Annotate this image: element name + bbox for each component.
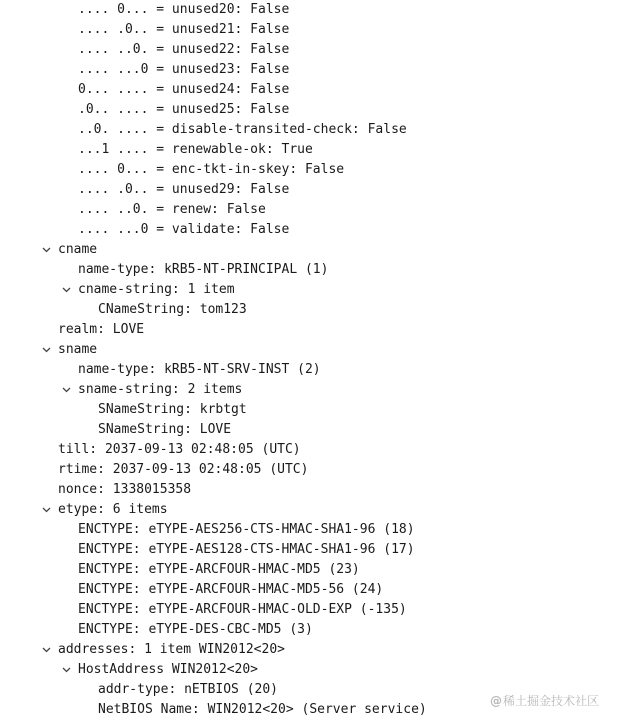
flag-renewable-ok-label: ...1 .... = renewable-ok: True: [78, 142, 313, 157]
flag-unused22-label: .... ..0. = unused22: False: [78, 42, 290, 57]
tree-row-flag-unused29[interactable]: [0, 180, 617, 200]
tree-row-node-cname-string[interactable]: [0, 280, 617, 300]
tree-row-flag-unused24[interactable]: [0, 80, 617, 100]
tree-row-field-enctype-5[interactable]: [0, 600, 617, 620]
node-addresses-label: addresses: 1 item WIN2012<20>: [58, 642, 285, 657]
tree-row-flag-disable-transited-check[interactable]: [0, 120, 617, 140]
tree-row-flag-unused21[interactable]: [0, 20, 617, 40]
field-addr-type-label: addr-type: nETBIOS (20): [98, 682, 279, 697]
tree-row-flag-enc-tkt-in-skey[interactable]: [0, 160, 617, 180]
tree-row-field-till[interactable]: [0, 440, 617, 460]
field-enctype-4-label: ENCTYPE: eTYPE-ARCFOUR-HMAC-MD5-56 (24): [78, 582, 384, 597]
node-sname-string-label: sname-string: 2 items: [78, 382, 243, 397]
flag-unused24-label: 0... .... = unused24: False: [78, 82, 290, 97]
tree-row-node-hostaddress[interactable]: [0, 660, 617, 680]
tree-row-field-sname-name-type[interactable]: [0, 360, 617, 380]
chevron-down-icon[interactable]: [40, 640, 54, 660]
field-rtime-label: rtime: 2037-09-13 02:48:05 (UTC): [58, 462, 309, 477]
tree-row-node-addresses[interactable]: [0, 640, 617, 660]
watermark-text: 稀土掘金技术社区: [502, 694, 599, 708]
tree-row-field-enctype-3[interactable]: [0, 560, 617, 580]
chevron-down-icon[interactable]: [60, 280, 74, 300]
field-enctype-6-label: ENCTYPE: eTYPE-DES-CBC-MD5 (3): [78, 622, 313, 637]
tree-row-node-etype[interactable]: [0, 500, 617, 520]
tree-row-node-cname[interactable]: [0, 240, 617, 260]
tree-row-field-cname-name-type[interactable]: [0, 260, 617, 280]
tree-row-field-cnamestring[interactable]: [0, 300, 617, 320]
field-enctype-3-label: ENCTYPE: eTYPE-ARCFOUR-HMAC-MD5 (23): [78, 562, 360, 577]
tree-row-field-nonce[interactable]: [0, 480, 617, 500]
tree-row-field-rtime[interactable]: [0, 460, 617, 480]
field-realm-label: realm: LOVE: [58, 322, 145, 337]
field-nonce-label: nonce: 1338015358: [58, 482, 192, 497]
tree-row-node-sname[interactable]: [0, 340, 617, 360]
field-snamestring-1-label: SNameString: krbtgt: [98, 402, 247, 417]
tree-row-flag-unused23[interactable]: [0, 60, 617, 80]
tree-row-flag-validate[interactable]: [0, 220, 617, 240]
flag-unused29-label: .... .0.. = unused29: False: [78, 182, 290, 197]
field-cnamestring-label: CNameString: tom123: [98, 302, 247, 317]
node-sname-label: sname: [58, 342, 98, 357]
tree-row-node-sname-string[interactable]: [0, 380, 617, 400]
watermark: [490, 692, 599, 709]
node-etype-label: etype: 6 items: [58, 502, 168, 517]
node-cname-label: cname: [58, 242, 98, 257]
tree-row-field-enctype-1[interactable]: [0, 520, 617, 540]
field-sname-name-type-label: name-type: kRB5-NT-SRV-INST (2): [78, 362, 321, 377]
tree-row-flag-renew[interactable]: [0, 200, 617, 220]
field-enctype-5-label: ENCTYPE: eTYPE-ARCFOUR-HMAC-OLD-EXP (-135): [78, 602, 407, 617]
flag-unused25-label: .0.. .... = unused25: False: [78, 102, 290, 117]
tree-row-flag-unused20[interactable]: [0, 0, 617, 20]
field-enctype-1-label: ENCTYPE: eTYPE-AES256-CTS-HMAC-SHA1-96 (18): [78, 522, 415, 537]
tree-row-field-enctype-6[interactable]: [0, 620, 617, 640]
chevron-down-icon[interactable]: [40, 340, 54, 360]
flag-validate-label: .... ...0 = validate: False: [78, 222, 290, 237]
flag-unused21-label: .... .0.. = unused21: False: [78, 22, 290, 37]
tree-row-field-enctype-2[interactable]: [0, 540, 617, 560]
flag-unused23-label: .... ...0 = unused23: False: [78, 62, 290, 77]
field-enctype-2-label: ENCTYPE: eTYPE-AES128-CTS-HMAC-SHA1-96 (17): [78, 542, 415, 557]
field-netbios-name-label: NetBIOS Name: WIN2012<20> (Server service): [98, 702, 427, 717]
tree-row-field-snamestring-1[interactable]: [0, 400, 617, 420]
tree-row-flag-renewable-ok[interactable]: [0, 140, 617, 160]
tree-row-field-snamestring-2[interactable]: [0, 420, 617, 440]
flag-enc-tkt-in-skey-label: .... 0... = enc-tkt-in-skey: False: [78, 162, 345, 177]
node-cname-string-label: cname-string: 1 item: [78, 282, 235, 297]
field-snamestring-2-label: SNameString: LOVE: [98, 422, 232, 437]
chevron-down-icon[interactable]: [60, 380, 74, 400]
chevron-down-icon[interactable]: [40, 500, 54, 520]
chevron-down-icon[interactable]: [40, 240, 54, 260]
chevron-down-icon[interactable]: [60, 660, 74, 680]
watermark-at: @: [489, 694, 502, 708]
field-till-label: till: 2037-09-13 02:48:05 (UTC): [58, 442, 301, 457]
flag-unused20-label: .... 0... = unused20: False: [78, 2, 290, 17]
tree-row-field-enctype-4[interactable]: [0, 580, 617, 600]
flag-renew-label: .... ..0. = renew: False: [78, 202, 266, 217]
tree-row-field-realm[interactable]: [0, 320, 617, 340]
flag-disable-transited-check-label: ..0. .... = disable-transited-check: False: [78, 122, 407, 137]
node-hostaddress-label: HostAddress WIN2012<20>: [78, 662, 259, 677]
field-cname-name-type-label: name-type: kRB5-NT-PRINCIPAL (1): [78, 262, 329, 277]
tree-row-flag-unused25[interactable]: [0, 100, 617, 120]
tree-row-flag-unused22[interactable]: [0, 40, 617, 60]
